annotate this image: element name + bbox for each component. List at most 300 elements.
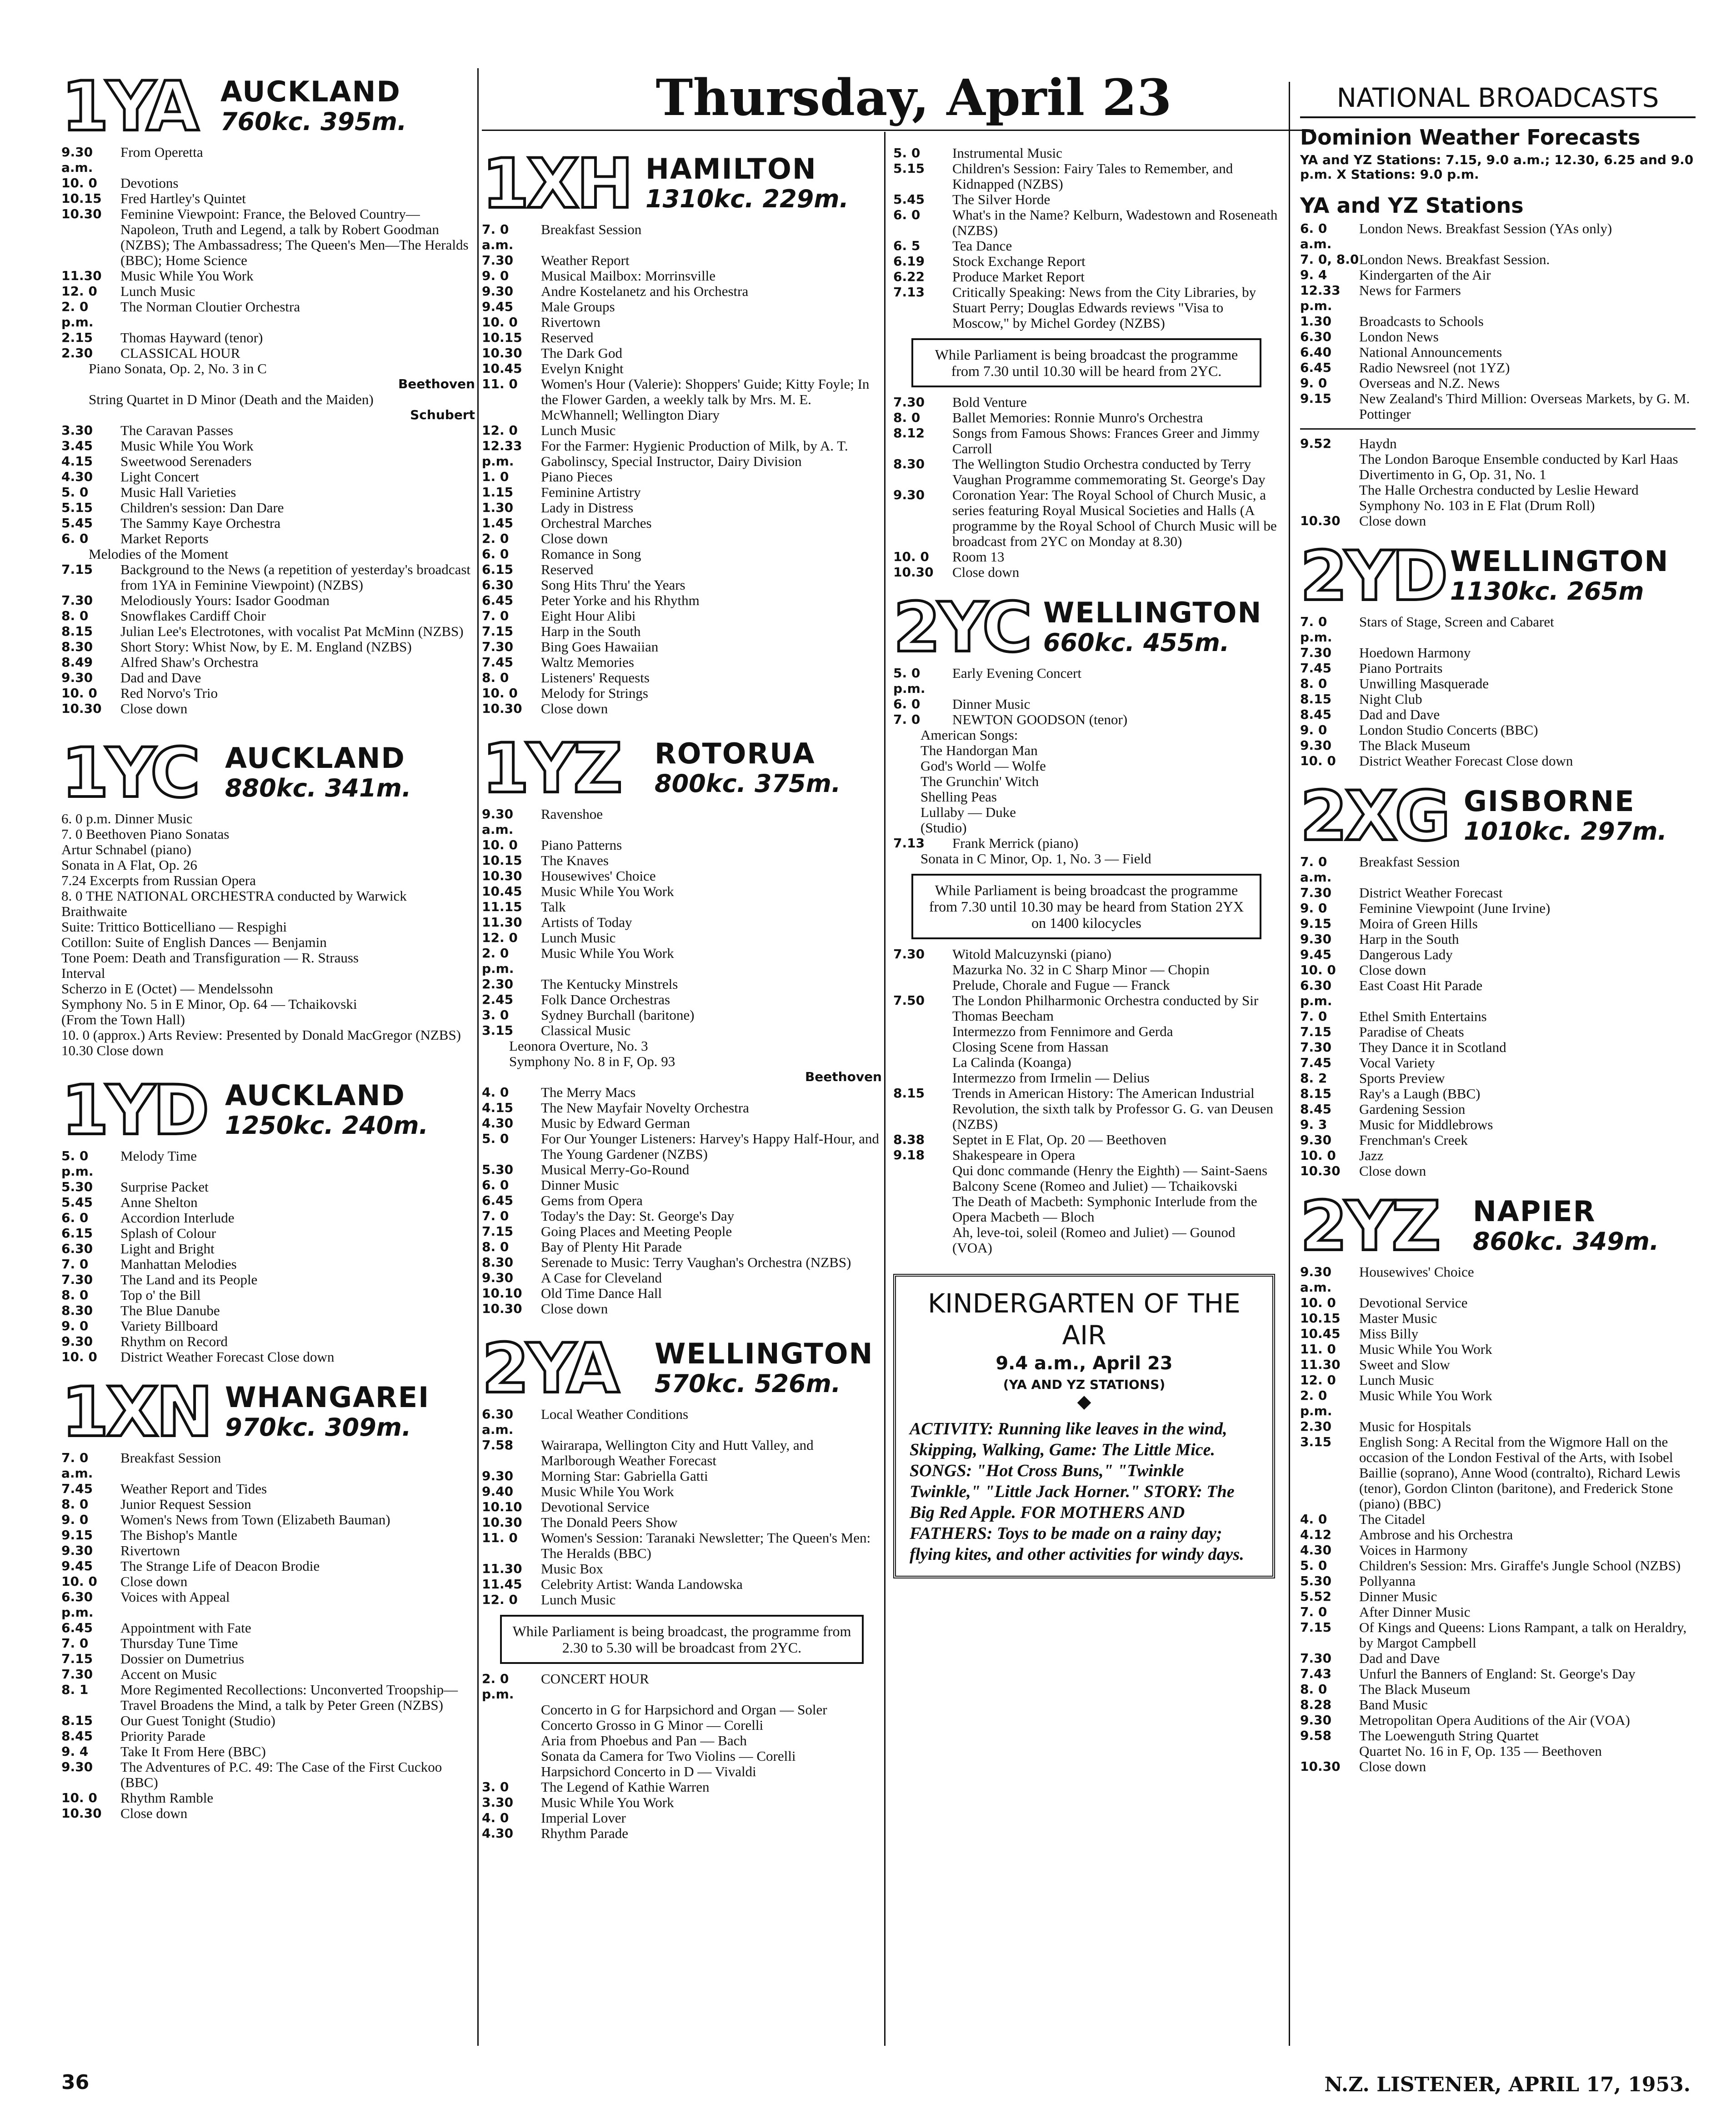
programme-title: Market Reports [120, 531, 209, 546]
programme-line: 7.24 Excerpts from Russian Opera [61, 872, 256, 888]
programme-row [1300, 947, 1696, 962]
programme-title: Musical Mailbox: Morrinsville [541, 268, 716, 284]
programme-time: 5.15 [893, 161, 925, 176]
programme-title: Fred Hartley's Quintet [120, 190, 246, 206]
programme-time: 9. 0 [61, 1512, 89, 1527]
programme-title: Overseas and N.Z. News [1359, 375, 1500, 391]
programme-row [61, 1241, 475, 1257]
programme-title: News for Farmers [1359, 282, 1461, 298]
station-name: WHANGAREI [225, 1381, 430, 1414]
programme-time: 8.15 [61, 624, 93, 639]
programme-title: Alfred Shaw's Orchestra [120, 654, 259, 670]
programme-time: 7.45 [61, 1481, 93, 1496]
programme-row [893, 1147, 1280, 1163]
programme-row [61, 1744, 475, 1759]
programme-title: Dad and Dave [1359, 1650, 1440, 1666]
programme-row [482, 655, 882, 670]
programme-time: 8.38 [893, 1132, 925, 1147]
programme-time: 2. 0 p.m. [482, 1671, 514, 1702]
kindergarten-title: KINDERGARTEN OF THE AIR [928, 1288, 1241, 1351]
programme-title: District Weather Forecast [1359, 885, 1503, 901]
programme-title: Women's Hour (Valerie): Shoppers' Guide; Kitty Foyle; In the Flower Garden, a weekly talk by Mrs. M. E. McWhannell; Wellington Diary [541, 376, 870, 423]
programme-time: 9.45 [61, 1558, 93, 1573]
programme-time: 7.15 [482, 1224, 514, 1239]
programme-title: Dangerous Lady [1359, 947, 1453, 962]
programme-time: 9.30 [893, 487, 925, 502]
programme-time: 2. 0 p.m. [482, 946, 514, 976]
programme-title: The Death of Macbeth: Symphonic Interlude from the Opera Macbeth — Bloch [952, 1193, 1257, 1225]
station-1yz-header [482, 729, 882, 808]
programme-time: 1.45 [482, 516, 514, 531]
programme-time: 5.52 [1300, 1589, 1332, 1604]
programme-title: Hoedown Harmony [1359, 645, 1471, 661]
programme-time: 2.30 [1300, 1419, 1332, 1434]
station-name: AUCKLAND [225, 1079, 405, 1112]
programme-time [893, 1070, 952, 1086]
programme-title: Intermezzo from Irmelin — Delius [952, 1070, 1150, 1086]
programme-line: (Studio) [921, 820, 967, 836]
programme-row [1300, 1589, 1696, 1604]
programme-title: Breakfast Session [1359, 854, 1460, 870]
programme-title: Music for Hospitals [1359, 1418, 1471, 1434]
section-rule [1300, 428, 1696, 430]
programme-title: Unwilling Masquerade [1359, 676, 1489, 691]
programme-row [1300, 451, 1696, 467]
programme-row [61, 562, 475, 593]
programme-time: 12. 0 [482, 930, 518, 945]
programme-time: 6.30 [1300, 329, 1332, 344]
programme-time: 8.45 [61, 1728, 93, 1743]
programme-row [482, 1530, 882, 1561]
programme-line: 10. 0 (approx.) Arts Review: Presented by Donald MacGregor (NZBS) [61, 1027, 461, 1043]
programme-title: Romance in Song [541, 546, 641, 562]
programme-title: Classical Music [541, 1022, 631, 1038]
programme-row [1300, 645, 1696, 661]
programme-title: Voices in Harmony [1359, 1542, 1468, 1558]
programme-row [61, 1210, 475, 1226]
iya-programme-list-3 [61, 562, 475, 716]
programme-time: 10. 0 [61, 1349, 97, 1364]
programme-time: 10.30 [1300, 1163, 1341, 1178]
programme-title: Rivertown [541, 314, 600, 330]
programme-title: Close down [120, 1573, 188, 1589]
programme-row [482, 1484, 882, 1499]
programme-time: 5. 0 [482, 1131, 509, 1146]
programme-row [61, 608, 475, 624]
programme-time: 10.30 [482, 1515, 522, 1530]
programme-title: Splash of Colour [120, 1225, 216, 1241]
programme-row [482, 531, 882, 546]
programme-row [1300, 1573, 1696, 1589]
programme-row [893, 456, 1280, 487]
diamond-icon: ◆ [1077, 1391, 1091, 1412]
programme-row [893, 1225, 1280, 1240]
2yc-programme-list-2 [893, 836, 1280, 851]
programme-time: 5. 0 p.m. [893, 666, 926, 696]
programme-row [1300, 1434, 1696, 1512]
programme-row [893, 836, 1280, 851]
programme-time: 5.45 [61, 516, 93, 531]
station-call-sign: 1YC [61, 734, 198, 813]
programme-time: 9.15 [61, 1528, 93, 1543]
programme-title: Reserved [541, 330, 594, 346]
station-frequency: 970kc. 309m. [225, 1413, 411, 1442]
programme-row [482, 1162, 882, 1177]
programme-title: What's in the Name? Kelburn, Wadestown and Roseneath (NZBS) [952, 207, 1278, 238]
programme-row [61, 670, 475, 686]
programme-row [61, 1272, 475, 1287]
programme-row [61, 1287, 475, 1303]
programme-row [482, 1407, 882, 1438]
programme-title: Rhythm on Record [120, 1333, 228, 1349]
programme-row [482, 670, 882, 686]
programme-row [1300, 1373, 1696, 1388]
programme-time: 12. 0 [61, 284, 97, 299]
programme-time: 2.30 [482, 977, 514, 992]
programme-time: 3. 0 [482, 1779, 509, 1794]
programme-row [893, 666, 1280, 696]
2yz-programme-list [1300, 1264, 1696, 1774]
station-name: WELLINGTON [1450, 545, 1669, 578]
station-2yz-header [1300, 1187, 1696, 1266]
programme-time: 5.30 [482, 1162, 514, 1177]
programme-title: The Donald Peers Show [541, 1514, 678, 1530]
programme-time: 7.43 [1300, 1666, 1332, 1681]
programme-time [893, 1024, 952, 1039]
programme-row [482, 361, 882, 376]
programme-title: Miss Billy [1359, 1326, 1419, 1342]
iyz-programme-list [482, 807, 882, 1038]
programme-time: 6. 0 [61, 1210, 89, 1225]
programme-title: Ah, leve-toi, soleil (Romeo and Juliet) — Gounod [952, 1224, 1236, 1240]
programme-row [482, 807, 882, 837]
programme-row [61, 1759, 475, 1790]
programme-row [482, 686, 882, 701]
programme-row [61, 330, 475, 346]
kindergarten-time: 9.4 a.m., April 23 [996, 1353, 1173, 1374]
programme-time: 6.45 [61, 1620, 93, 1635]
programme-time [893, 1055, 952, 1070]
programme-title: Music While You Work [541, 945, 674, 961]
programme-time: 8.15 [61, 1713, 93, 1728]
programme-title: Concerto in G for Harpsichord and Organ — Soler [541, 1702, 827, 1718]
programme-title: Breakfast Session [120, 1450, 221, 1466]
programme-row [482, 608, 882, 624]
programme-title: Sports Preview [1359, 1070, 1445, 1086]
programme-time [1300, 451, 1359, 467]
programme-time: 9.40 [482, 1484, 514, 1499]
programme-title: The Halle Orchestra conducted by Leslie Heward [1359, 482, 1639, 498]
programme-row [1300, 1148, 1696, 1163]
programme-row [482, 1577, 882, 1592]
programme-title: The Merry Macs [541, 1084, 636, 1100]
programme-time: 7.15 [61, 1651, 93, 1666]
programme-title: National Announcements [1359, 344, 1502, 360]
programme-time: 7. 0 a.m. [61, 1450, 93, 1481]
programme-title: Jazz [1359, 1147, 1384, 1163]
programme-title: The Black Museum [1359, 737, 1471, 753]
programme-time: 6.30 [61, 1241, 93, 1256]
2yd-programme-list [1300, 614, 1696, 769]
programme-row [893, 696, 1280, 712]
programme-time: 5.45 [61, 1195, 93, 1210]
programme-time: 11. 0 [482, 1530, 518, 1545]
programme-title: Junior Request Session [120, 1496, 251, 1512]
programme-row [482, 546, 882, 562]
2yc-programme-list-3 [893, 947, 1280, 1256]
programme-title: The London Baroque Ensemble conducted by Karl Haas [1359, 451, 1678, 467]
programme-title: Top o' the Bill [120, 1287, 201, 1303]
programme-title: Light and Bright [120, 1241, 215, 1257]
programme-title: New Zealand's Third Million: Overseas Markets, by G. M. Pottinger [1359, 391, 1690, 422]
programme-row [61, 1589, 475, 1620]
programme-time: 7. 0 p.m. [1300, 614, 1332, 645]
programme-title: Music While You Work [120, 268, 254, 284]
programme-time: 9. 4 [61, 1744, 89, 1759]
programme-row [893, 1024, 1280, 1039]
programme-time: 7.45 [1300, 1055, 1332, 1070]
programme-title: Kindergarten of the Air [1359, 267, 1491, 283]
programme-time: 11. 0 [482, 376, 518, 391]
programme-time [1300, 482, 1359, 498]
programme-row [1300, 932, 1696, 947]
programme-time: 10. 0 [1300, 753, 1336, 768]
programme-time: 4.15 [61, 454, 93, 469]
programme-row [1300, 676, 1696, 691]
programme-time: 7. 0 [893, 712, 921, 727]
programme-time: 7. 0 [1300, 1604, 1327, 1619]
programme-title: Morning Star: Gabriella Gatti [541, 1468, 708, 1484]
programme-time: 8.30 [61, 639, 93, 654]
programme-title: Children's session: Dan Dare [120, 500, 284, 516]
programme-line: Symphony No. 5 in E Minor, Op. 64 — Tchaikovski [61, 996, 357, 1012]
programme-time: 6.15 [61, 1226, 93, 1241]
iya-programme-list-2 [61, 423, 475, 546]
programme-title: Ballet Memories: Ronnie Munro's Orchestra [952, 410, 1203, 426]
programme-title: Take It From Here (BBC) [120, 1743, 266, 1759]
programme-time: 8.28 [1300, 1697, 1332, 1712]
programme-row [482, 1826, 882, 1841]
station-frequency: 1130kc. 265m [1450, 577, 1644, 606]
programme-title: Piano Portraits [1359, 660, 1443, 676]
programme-row [482, 1718, 882, 1733]
programme-row [61, 639, 475, 655]
programme-row [482, 1499, 882, 1515]
programme-time: 7.58 [482, 1438, 514, 1453]
programme-title: Melody Time [120, 1148, 197, 1164]
programme-time: 7.30 [1300, 1651, 1332, 1666]
programme-row [61, 624, 475, 639]
station-1ya-header [61, 67, 475, 146]
composer: Beethoven [398, 376, 475, 391]
programme-time: 9.30 a.m. [61, 145, 93, 175]
programme-row [482, 1438, 882, 1468]
programme-time: 12. 0 [482, 423, 518, 438]
programme-row [482, 1764, 882, 1779]
programme-row [482, 899, 882, 915]
programme-title: Night Club [1359, 691, 1422, 707]
station-name: WELLINGTON [1043, 596, 1262, 629]
programme-title: The Adventures of P.C. 49: The Case of the First Cuckoo (BBC) [120, 1759, 442, 1790]
programme-title: Housewives' Choice [1359, 1264, 1474, 1280]
programme-row [1300, 1071, 1696, 1086]
programme-row [482, 837, 882, 853]
programme-title: Music Box [541, 1561, 603, 1577]
programme-title: Prelude, Chorale and Fugue — Franck [952, 977, 1170, 993]
station-call-sign: 2YC [893, 588, 1030, 667]
programme-title: Close down [541, 1301, 608, 1317]
programme-title: Close down [952, 564, 1020, 580]
station-1xn-header [61, 1373, 475, 1452]
programme-time: 5. 0 [893, 145, 921, 160]
programme-title: Snowflakes Cardiff Choir [120, 608, 266, 624]
programme-time: 9.52 [1300, 436, 1332, 451]
programme-row [61, 1651, 475, 1667]
programme-row [482, 1671, 882, 1702]
programme-time: 7.30 [482, 253, 514, 268]
programme-row [482, 977, 882, 992]
programme-line: (From the Town Hall) [61, 1012, 185, 1027]
programme-time: 6. 0 [61, 531, 89, 546]
programme-time: 1.30 [1300, 314, 1332, 329]
programme-title: Going Places and Meeting People [541, 1223, 732, 1239]
programme-row [893, 269, 1280, 285]
programme-title: Close down [120, 701, 188, 716]
programme-time: 6.45 [482, 1193, 514, 1208]
station-2yd-header [1300, 537, 1696, 616]
programme-time: 6.30 a.m. [482, 1407, 514, 1437]
programme-row [61, 516, 475, 531]
column-divider-1 [477, 68, 479, 2046]
programme-row [1300, 1743, 1696, 1759]
programme-time: 8.49 [61, 655, 93, 670]
programme-time: 8.12 [893, 426, 925, 441]
programme-title: Stock Exchange Report [952, 253, 1086, 269]
programme-row [61, 593, 475, 608]
programme-time: 9.45 [1300, 947, 1332, 962]
programme-row [61, 1806, 475, 1821]
2xg-programme-list [1300, 854, 1696, 1179]
programme-title: Piano Patterns [541, 837, 622, 853]
programme-row [482, 376, 882, 423]
programme-time: 10. 0 [61, 1790, 97, 1805]
programme-title: The Strange Life of Deacon Brodie [120, 1558, 320, 1574]
programme-line: Sonata in C Minor, Op. 1, No. 3 — Field [921, 851, 1151, 867]
programme-title: From Operetta [120, 144, 203, 160]
programme-title: Waltz Memories [541, 654, 634, 670]
programme-title: Variety Billboard [120, 1318, 218, 1334]
programme-title: Sonata da Camera for Two Violins — Corelli [541, 1748, 796, 1764]
programme-row [893, 395, 1280, 410]
programme-row [893, 161, 1280, 192]
programme-title: The Norman Cloutier Orchestra [120, 299, 300, 315]
programme-title: Coronation Year: The Royal School of Church Music, a series featuring Royal Musical Societies and Halls (A programme by the Royal School of Church Music will be broadcast from 2YC on Monday at 8.30) [952, 487, 1277, 549]
programme-title: Quartet No. 16 in F, Op. 135 — Beethoven [1359, 1743, 1602, 1759]
programme-row [1300, 901, 1696, 916]
programme-line: Scherzo in E (Octet) — Mendelssohn [61, 981, 273, 997]
programme-title: Appointment with Fate [120, 1620, 251, 1636]
programme-row [61, 531, 475, 546]
programme-title: Folk Dance Orchestras [541, 992, 670, 1007]
programme-row [482, 1795, 882, 1810]
programme-row [61, 1481, 475, 1497]
programme-title: Red Norvo's Trio [120, 685, 218, 701]
programme-row [482, 853, 882, 868]
programme-title: Voices with Appeal [120, 1589, 230, 1605]
programme-title: East Coast Hit Parade [1359, 977, 1483, 993]
programme-title: Symphony No. 103 in E Flat (Drum Roll) [1359, 497, 1595, 513]
station-frequency: 660kc. 455m. [1043, 628, 1230, 657]
programme-title: Critically Speaking: News from the City Libraries, by Stuart Perry; Douglas Edwards reviews "Visa to Moscow," by Michel Gordey (NZBS) [952, 284, 1256, 331]
programme-row [1300, 1102, 1696, 1117]
programme-row [893, 962, 1280, 977]
programme-title: Rivertown [120, 1543, 180, 1558]
programme-row [1300, 722, 1696, 738]
programme-time: 10. 0 [1300, 1148, 1336, 1163]
programme-time: 3.45 [61, 438, 93, 453]
column-divider-3 [1289, 82, 1290, 2046]
programme-row [893, 549, 1280, 565]
programme-time: 9.30 [1300, 1132, 1332, 1147]
programme-time: 1.15 [482, 485, 514, 500]
iyc-programme-list [61, 811, 475, 1058]
programme-time: 6.30 [482, 577, 514, 592]
programme-row [1300, 252, 1696, 267]
programme-row [482, 500, 882, 516]
programme-row [61, 284, 475, 299]
programme-time: 10.30 [482, 868, 522, 883]
programme-time: 10. 0 [482, 315, 518, 330]
programme-title: Thursday Tune Time [120, 1635, 238, 1651]
ixh-programme-list [482, 222, 882, 716]
programme-time [893, 1039, 952, 1055]
programme-time: 9.45 [482, 299, 514, 314]
programme-title: Dad and Dave [1359, 706, 1440, 722]
programme-title: Julian Lee's Electrotones, with vocalist Pat McMinn (NZBS) [120, 623, 464, 639]
programme-row [1300, 1132, 1696, 1148]
programme-row [482, 992, 882, 1007]
programme-row [482, 562, 882, 577]
programme-line: The Handorgan Man [921, 742, 1038, 758]
station-call-sign: 1YA [61, 67, 196, 146]
programme-row [893, 1194, 1280, 1225]
programme-time [893, 1163, 952, 1178]
programme-title: The Loewenguth String Quartet [1359, 1728, 1539, 1743]
programme-time: 5. 0 [1300, 1558, 1327, 1573]
programme-row [61, 145, 475, 175]
programme-row [61, 1303, 475, 1318]
programme-title: Anne Shelton [120, 1194, 198, 1210]
programme-time: 8. 0 [893, 410, 921, 425]
programme-title: Weather Report [541, 252, 630, 268]
programme-row [482, 1592, 882, 1608]
programme-time: 7. 0 [61, 1636, 89, 1651]
programme-title: Harp in the South [1359, 931, 1459, 947]
station-frequency: 1010kc. 297m. [1464, 817, 1667, 846]
programme-title: Haydn [1359, 436, 1397, 451]
iyz-programme-list-2 [482, 1085, 882, 1317]
programme-row [61, 1148, 475, 1179]
programme-title: Celebrity Artist: Wanda Landowska [541, 1576, 743, 1592]
programme-title: Melodiously Yours: Isador Goodman [120, 592, 330, 608]
programme-time: 10. 0 [61, 686, 97, 701]
programme-title: Trends in American History: The American Industrial Revolution, the sixth talk by Professor G. G. van Deusen (NZBS) [952, 1085, 1274, 1132]
programme-row [893, 410, 1280, 426]
programme-title: London News. Breakfast Session (YAs only) [1359, 220, 1612, 236]
station-call-sign: 1XH [482, 145, 631, 224]
programme-row [1300, 707, 1696, 722]
2yc-programme-list [893, 666, 1280, 727]
